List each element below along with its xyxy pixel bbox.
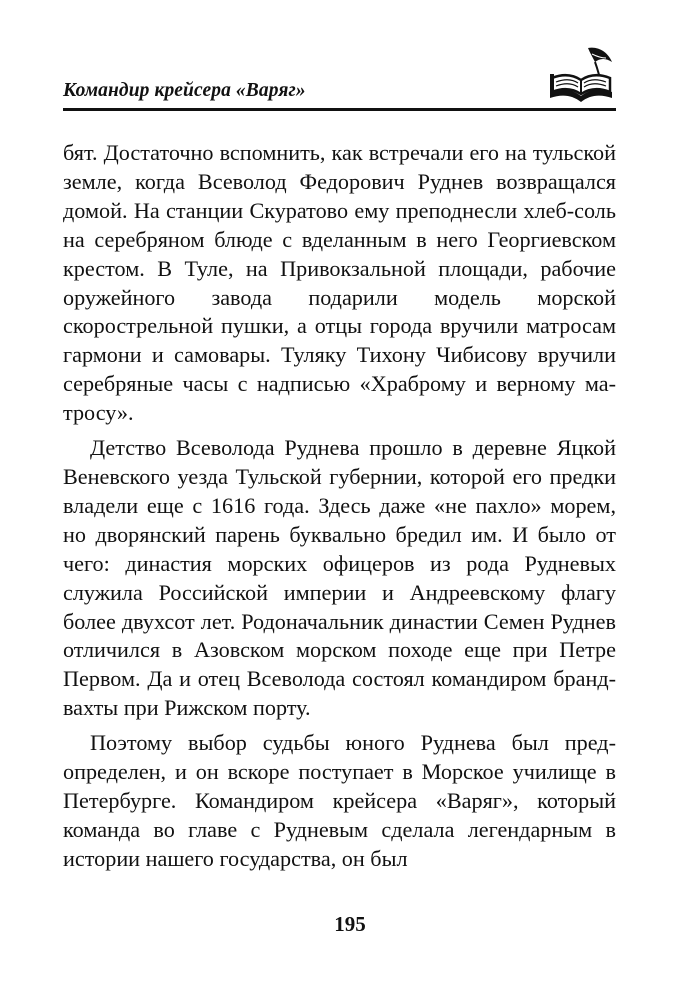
paragraph-3: Поэтому выбор судьбы юного Руднева был предопределен, и он вскоре поступает в Морское училище в Петербурге. Командиром крейсера «Варяг», который команда во главе с Рудневым сделала легендарным в истории нашего государства, он был xyxy=(63,730,616,871)
running-title: Командир крейсера «Варяг» xyxy=(63,80,306,101)
open-book-with-quill-icon xyxy=(548,44,616,106)
body-text xyxy=(63,139,616,880)
page-number: 195 xyxy=(334,912,366,936)
paragraph-2: Детство Всеволода Руднева прошло в деревне Яцкой Веневского уезда Тульской губернии, которой его предки владели еще с 1616 года. Здесь даже «не пахло» морем, но дворянский парень буквально бредил им. И было от чего: династия морских офицеров из рода Рудневых служила Российской империи и Андреевскому флагу более двухсот лет. Родоначальник династии Семен Руднев отличился в Азовском морском походе еще при Петре Первом. Да и отец Всеволода состоял командиром брандвахты при Рижском порту. xyxy=(63,435,616,721)
paragraph-1: бят. Достаточно вспомнить, как встречали его на тульской земле, когда Всеволод Федорович Руднев возвращался домой. На станции Скуратово ему преподнесли хлеб-соль на серебряном блюде с вделанным в него Георгиевском крестом. В Туле, на Привокзальной площади, рабочие оружейного завода подарили модель морской скорострельной пушки, а отцы города вручили матросам гармони и самовары. Туляку Тихону Чибисову вручили серебряные часы с надписью «Храброму и верному матросу». xyxy=(63,140,616,426)
header-rule xyxy=(63,108,616,111)
running-header xyxy=(63,60,616,110)
